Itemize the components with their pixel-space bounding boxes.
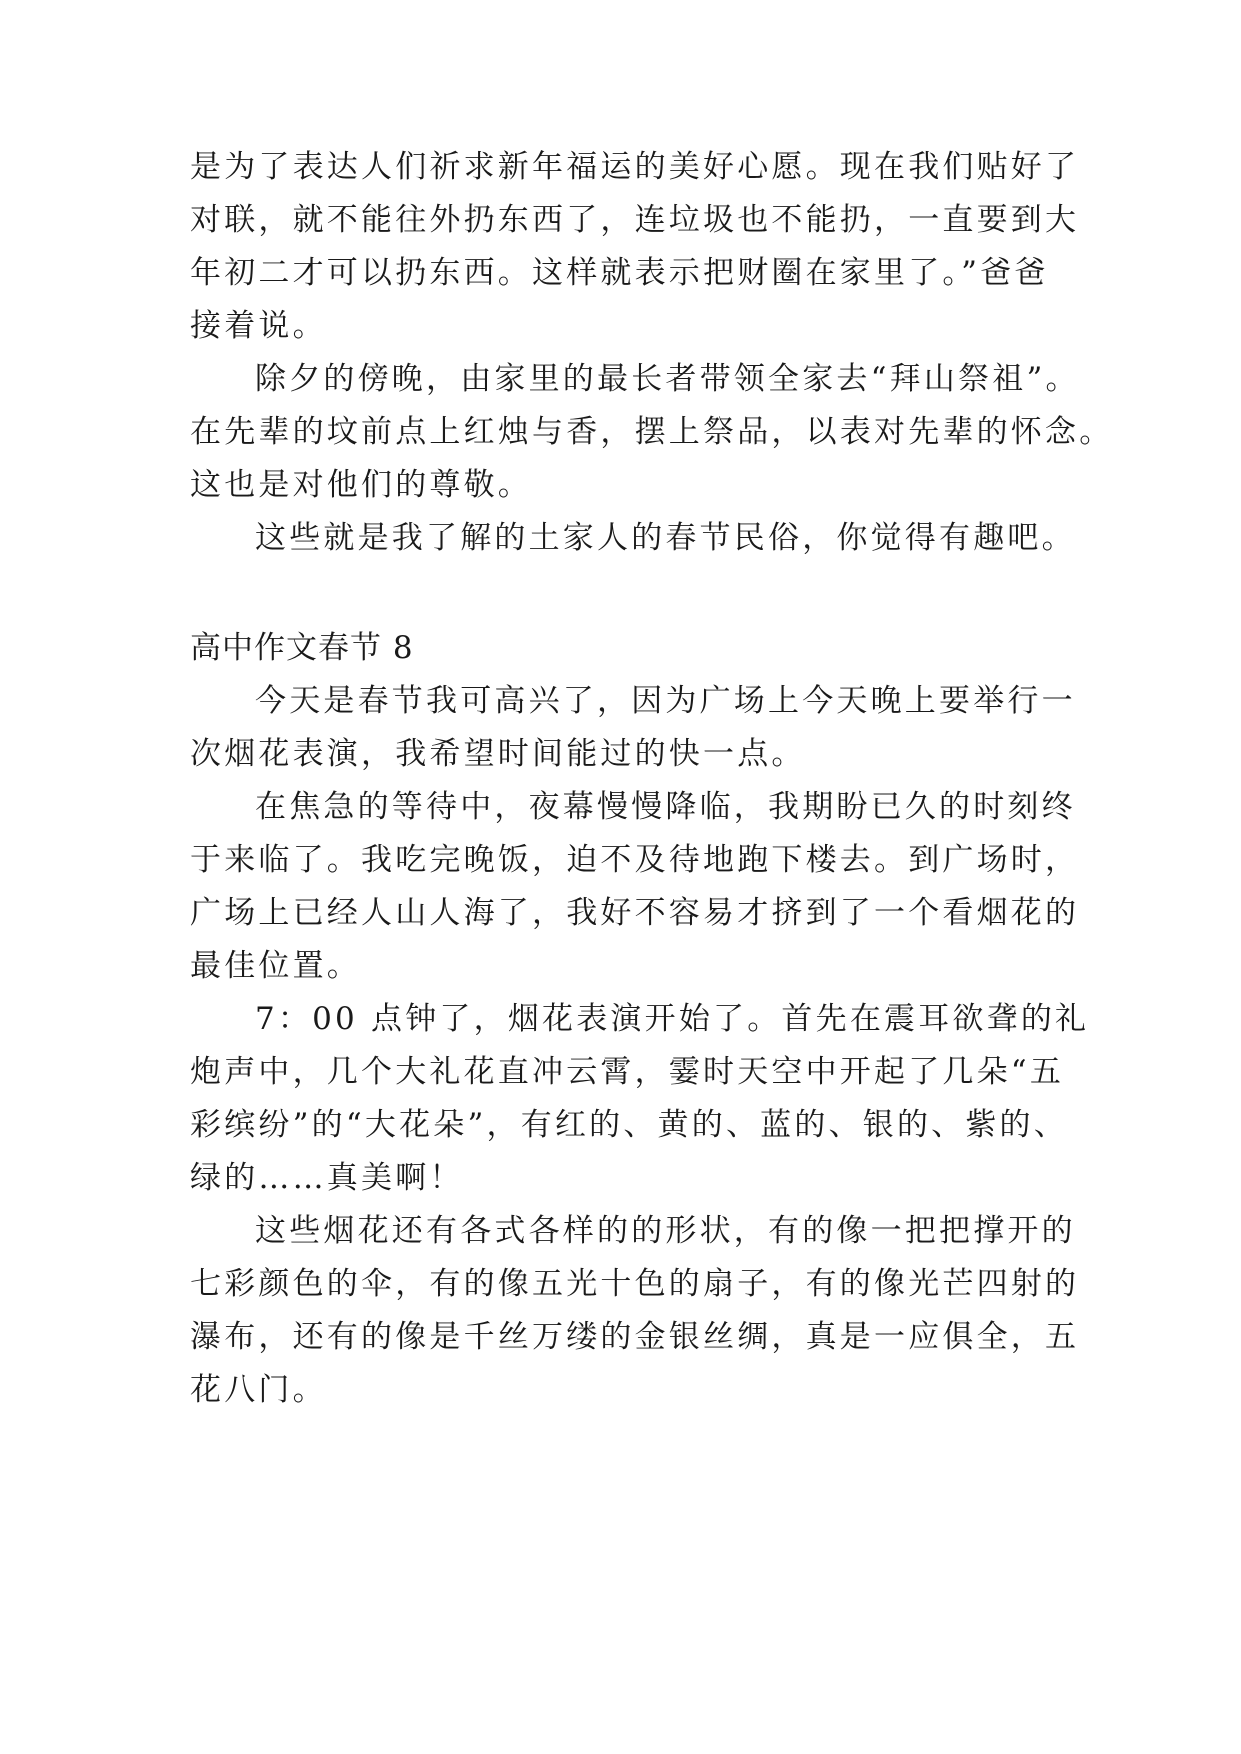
paragraph-line: 今天是春节我可高兴了，因为广场上今天晚上要举行一: [255, 683, 1076, 719]
paragraph-line: 次烟花表演，我希望时间能过的快一点。: [190, 736, 806, 772]
paragraph-line: 对联，就不能往外扔东西了，连垃圾也不能扔，一直要到大: [190, 202, 1080, 238]
paragraph-line: 年初二才可以扔东西。这样就表示把财圈在家里了。”爸爸: [190, 255, 1049, 291]
paragraph-line: 瀑布，还有的像是千丝万缕的金银丝绸，真是一应俱全，五: [190, 1319, 1080, 1355]
paragraph-line: 最佳位置。: [190, 948, 361, 984]
paragraph-line: 这些就是我了解的土家人的春节民俗，你觉得有趣吧。: [255, 520, 1076, 556]
paragraph-line: 于来临了。我吃完晚饭，迫不及待地跑下楼去。到广场时，: [190, 842, 1080, 878]
paragraph-line: 这些烟花还有各式各样的的形状，有的像一把把撑开的: [255, 1213, 1076, 1249]
paragraph-line: 七彩颜色的伞，有的像五光十色的扇子，有的像光芒四射的: [190, 1266, 1080, 1302]
paragraph-line: 炮声中，几个大礼花直冲云霄，霎时天空中开起了几朵“五: [190, 1054, 1065, 1090]
section-title: 高中作文春节 8: [190, 630, 414, 666]
paragraph-line: 除夕的傍晚，由家里的最长者带领全家去“拜山祭祖”。: [255, 361, 1080, 397]
paragraph-line: 这也是对他们的尊敬。: [190, 467, 532, 503]
paragraph-line: 绿的……真美啊！: [190, 1160, 464, 1196]
paragraph-line: 在先辈的坟前点上红烛与香，摆上祭品，以表对先辈的怀念。: [190, 414, 1114, 450]
paragraph-line: 彩缤纷”的“大花朵”，有红的、黄的、蓝的、银的、紫的、: [190, 1107, 1068, 1143]
paragraph-line: 在焦急的等待中，夜幕慢慢降临，我期盼已久的时刻终: [255, 789, 1076, 825]
paragraph-line: 7：00 点钟了，烟花表演开始了。首先在震耳欲聋的礼: [255, 1001, 1090, 1037]
paragraph-line: 广场上已经人山人海了，我好不容易才挤到了一个看烟花的: [190, 895, 1080, 931]
paragraph-line: 花八门。: [190, 1372, 327, 1408]
paragraph-line: 是为了表达人们祈求新年福运的美好心愿。现在我们贴好了: [190, 149, 1080, 185]
paragraph-line: 接着说。: [190, 308, 327, 344]
